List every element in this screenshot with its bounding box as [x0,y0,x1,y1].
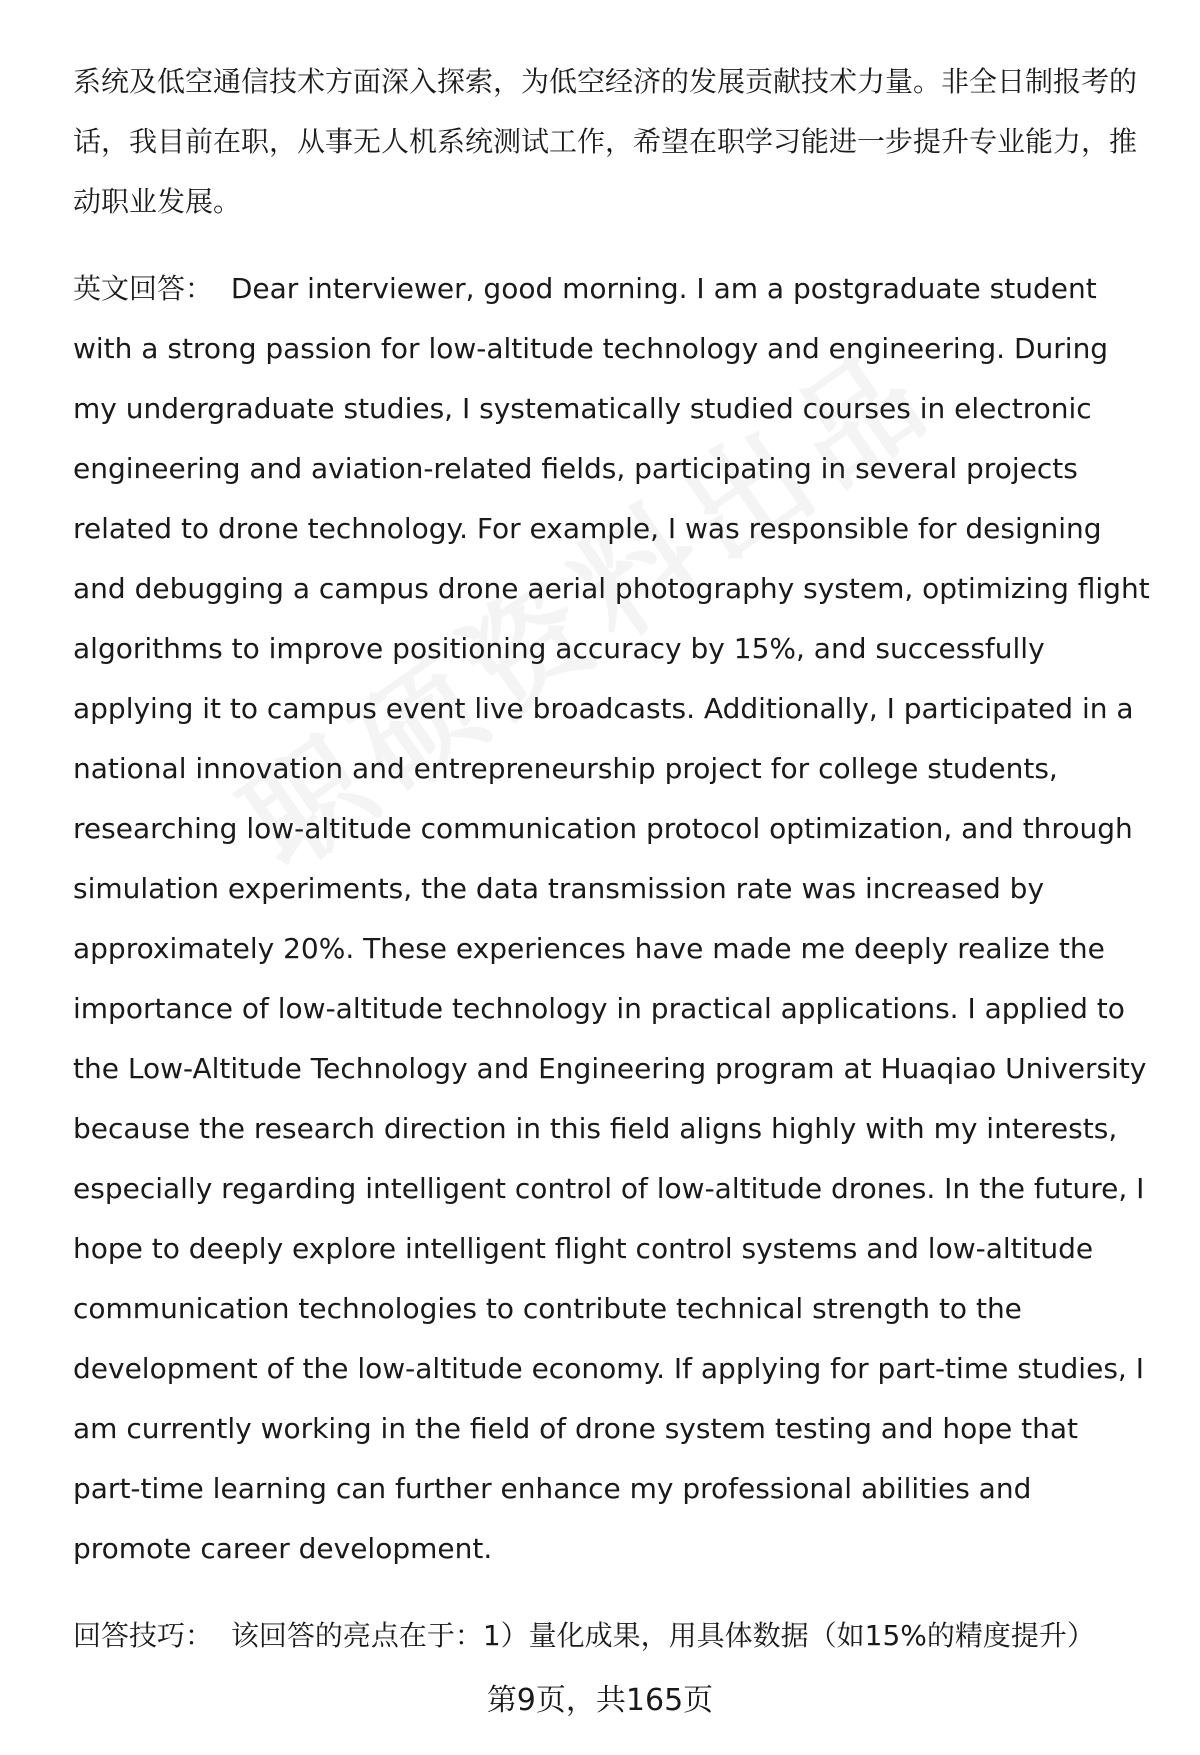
answer-tips-label: 回答技巧： [73,1619,231,1652]
answer-tips [73,1606,1153,1666]
english-answer-label: 英文回答： [73,272,231,305]
paragraph-text: 系统及低空通信技术方面深入探索，为低空经济的发展贡献技术力量。非全日制报考的话，我目前在职，从事无人机系统测试工作，希望在职学习能进一步提升专业能力，推动职业发展。 [73,65,1138,218]
document-body [73,52,1153,1666]
chinese-answer-continuation [73,52,1153,232]
answer-tips-text: 该回答的亮点在于：1）量化成果，用具体数据（如15%的精度提升） [230,1619,1095,1652]
page-number: 第9页，共165页 [486,1683,714,1718]
english-answer [73,259,1153,1579]
english-answer-text: Dear interviewer, good morning. I am a postgraduate student with a strong passion for low-altitude technology and engineering. During my undergraduate studies, I systematically studied courses in electronic engineering and aviation-related fields, participating in several projects related to drone technology. For example, I was responsible for designing and debugging a campus drone aerial photography system, optimizing flight algorithms to improve positioning accuracy by 15%, and successfully applying it to campus event live broadcasts. Additionally, I participated in a national innovation and entrepreneurship project for college students, researching low-altitude communication protocol optimization, and through simulation experiments, the data transmission rate was increased by approximately 20%. These experiences have made me deeply realize the importance of low-altitude technology in practical applications. I applied to the Low-Altitude Technology and Engineering program at Huaqiao University because the research direction in this field aligns highly with my interests, especially regarding intelligent control of low-altitude drones. In the future, I hope to deeply explore intelligent flight control systems and low-altitude communication technologies to contribute technical strength to the development of the low-altitude economy. If applying for part-time studies, I am currently working in the field of drone system testing and hope that part-time learning can further enhance my professional abilities and promote career development. [73,272,1150,1565]
